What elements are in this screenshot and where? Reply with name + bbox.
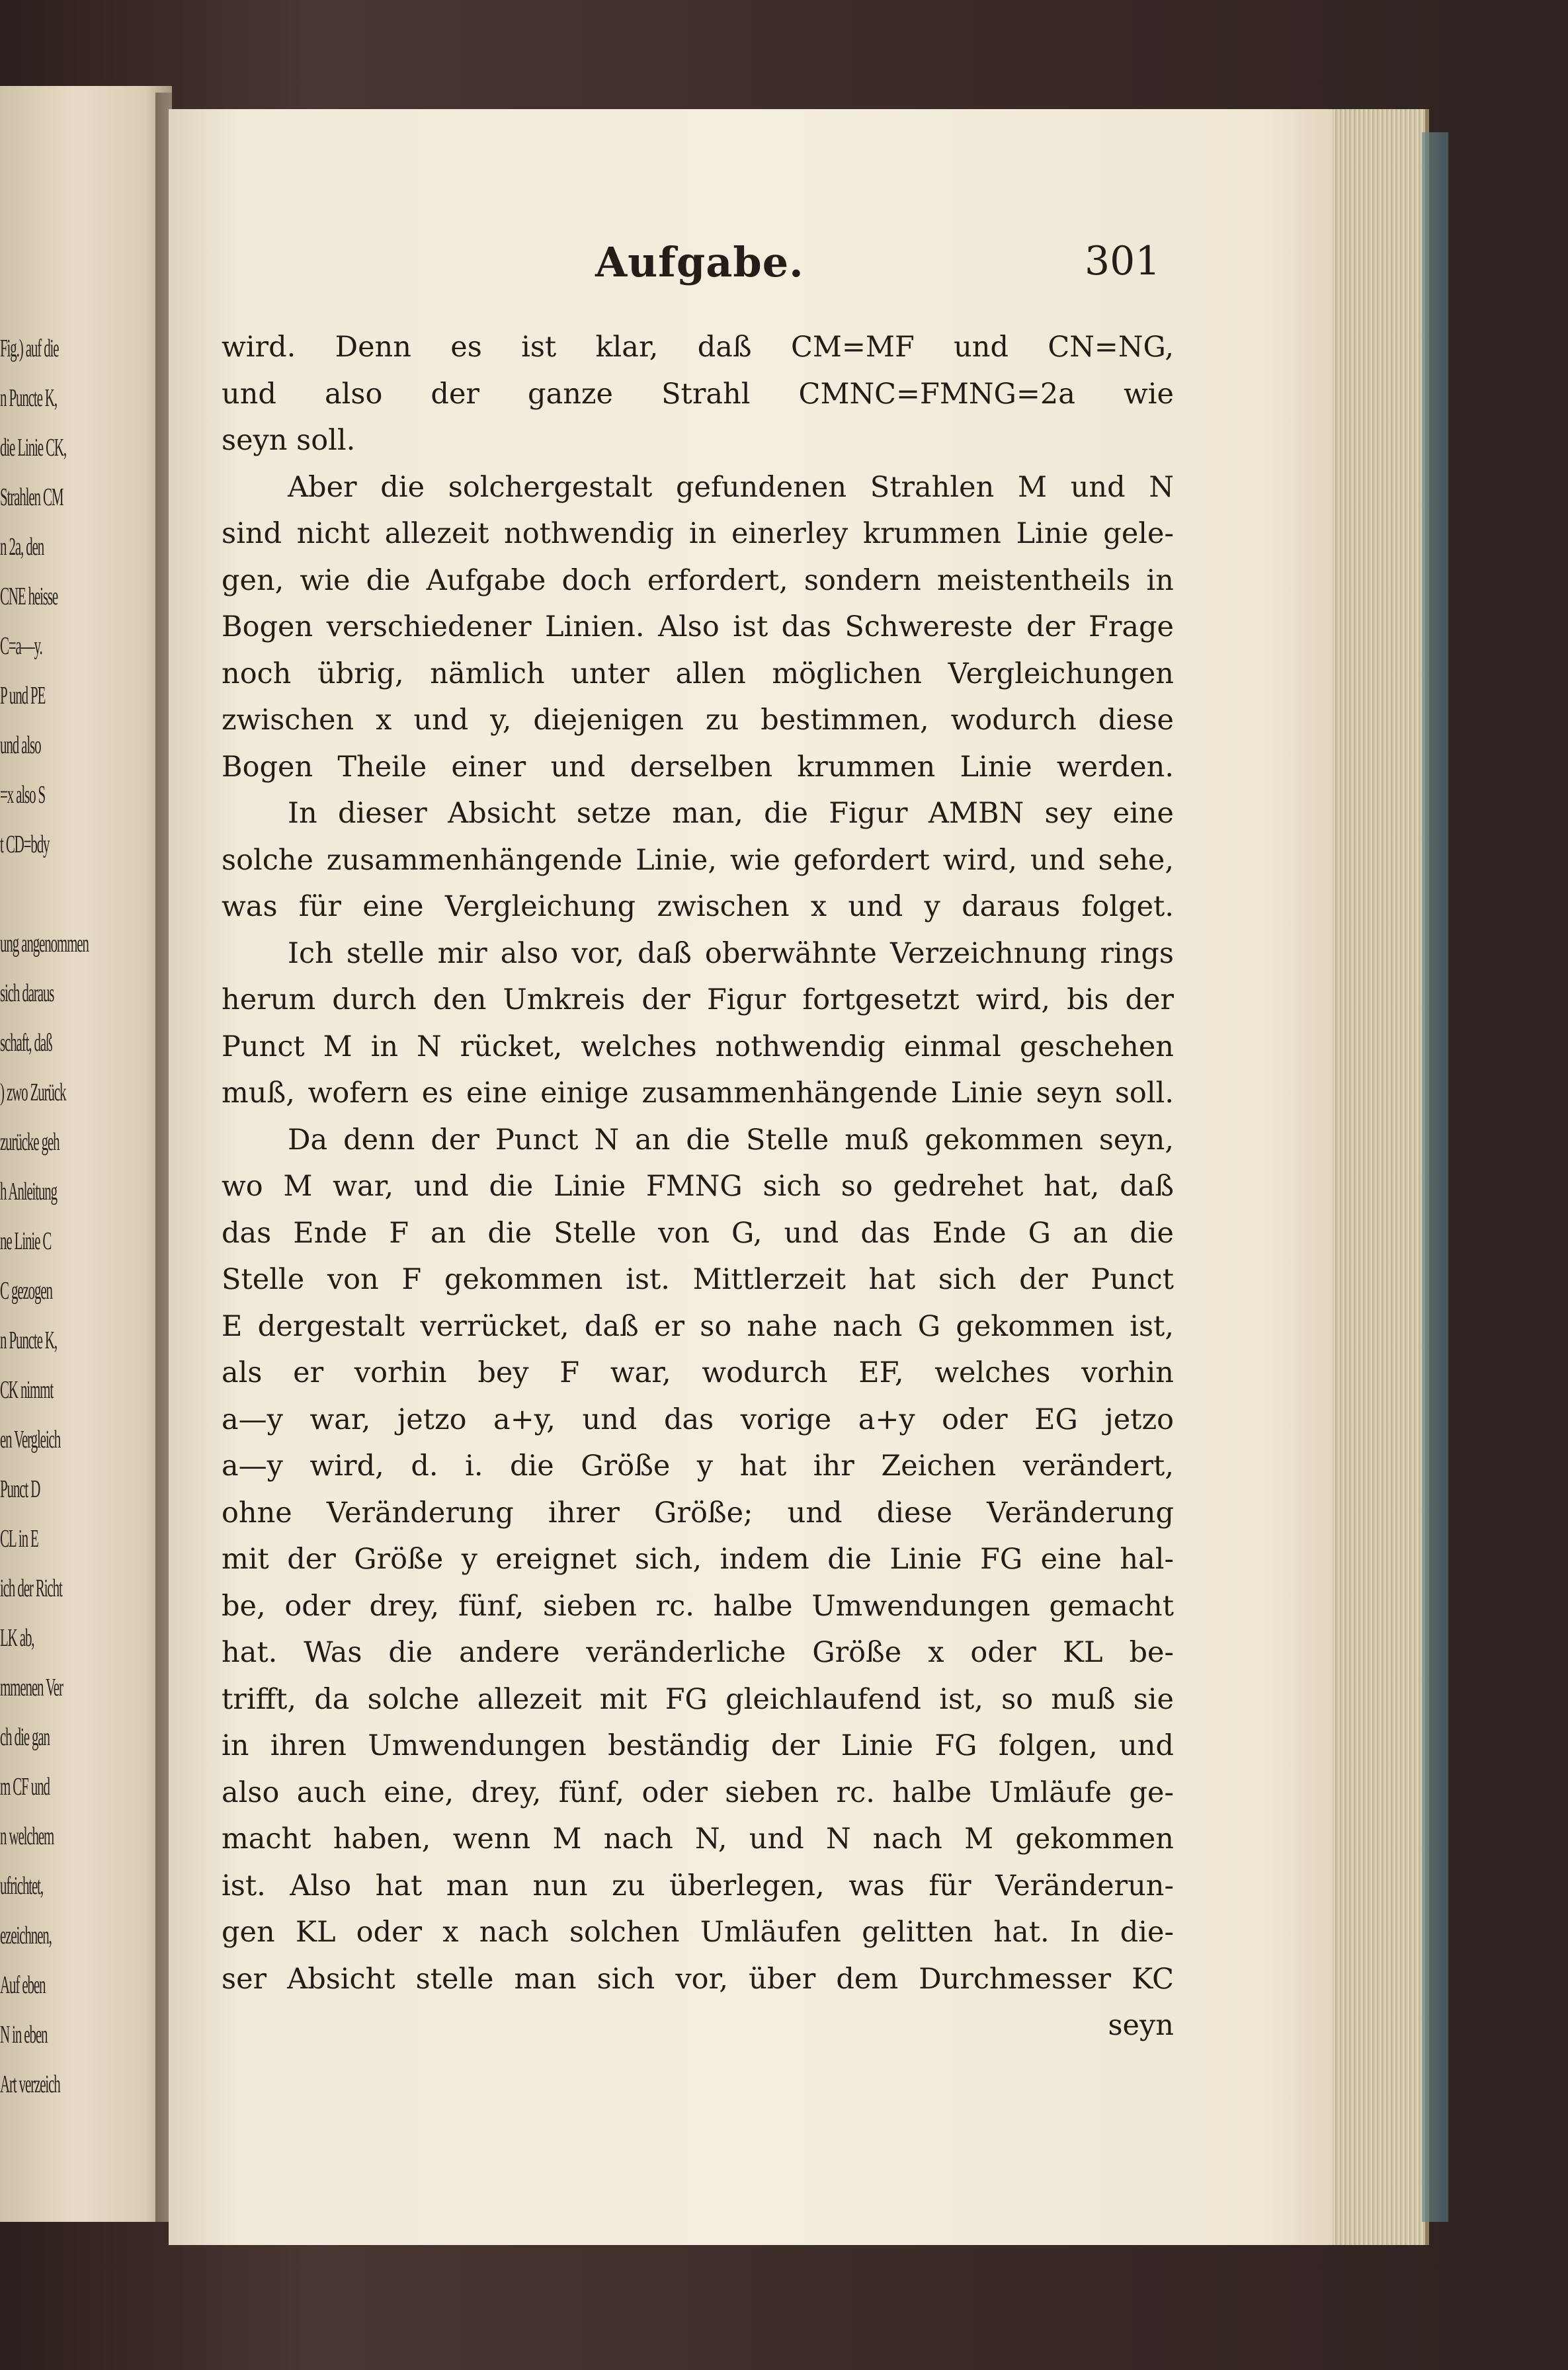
- text-line: also auch eine, drey, fünf, oder sieben rc. halbe Umläufe ge-: [222, 1776, 1174, 1809]
- text-line: noch übrig, nämlich unter allen möglichen Vergleichungen: [222, 657, 1174, 690]
- left-page-line: und also: [0, 731, 41, 759]
- left-page-line: ich der Richt: [0, 1574, 62, 1602]
- text-line: trifft, da solche allezeit mit FG gleichlaufend ist, so muß sie: [222, 1682, 1174, 1716]
- left-page-line: ezeichnen,: [0, 1922, 52, 1949]
- text-line: muß, wofern es eine einige zusammenhängende Linie seyn soll.: [222, 1077, 1174, 1110]
- left-page-line: LK ab,: [0, 1624, 34, 1652]
- left-page-line: Art verzeich: [0, 2070, 60, 2098]
- left-page-line: CL in E: [0, 1525, 38, 1553]
- left-page-line: zurücke geh: [0, 1128, 60, 1156]
- left-page-line: ung angenommen: [0, 930, 89, 958]
- page-edges: [1333, 109, 1429, 2245]
- text-line: Punct M in N rücket, welches nothwendig einmal geschehen: [222, 1030, 1174, 1063]
- text-line: in ihren Umwendungen beständig der Linie FG folgen, und: [222, 1729, 1174, 1762]
- text-line: als er vorhin bey F war, wodurch EF, welches vorhin: [222, 1356, 1174, 1389]
- left-page-line: schaft, daß: [0, 1029, 52, 1057]
- text-line: Bogen Theile einer und derselben krummen Linie werden.: [222, 750, 1174, 784]
- left-page-line: ) zwo Zurück: [0, 1079, 66, 1106]
- text-line: gen KL oder x nach solchen Umläufen gelitten hat. In die-: [222, 1916, 1174, 1949]
- left-page-line: n welchem: [0, 1822, 54, 1850]
- left-page-line: CNE heisse: [0, 583, 58, 610]
- left-facing-page: [0, 86, 172, 2222]
- text-line: gen, wie die Aufgabe doch erfordert, sondern meistentheils in: [222, 563, 1174, 597]
- left-page-text: [0, 324, 172, 2109]
- left-page-line: m CF und: [0, 1773, 50, 1801]
- left-page-line: n Puncte K,: [0, 384, 58, 412]
- left-page-line: mmenen Ver: [0, 1674, 63, 1701]
- text-line: Ich stelle mir also vor, daß oberwähnte Verzeichnung rings: [288, 936, 1174, 970]
- page-number: 301: [1085, 238, 1161, 284]
- text-line: solche zusammenhängende Linie, wie gefordert wird, und sehe,: [222, 843, 1174, 877]
- text-line: Aber die solchergestalt gefundenen Strahlen M und N: [288, 470, 1174, 504]
- left-page-line: C gezogen: [0, 1277, 52, 1305]
- left-page-line: C=a—y.: [0, 632, 42, 660]
- text-line: Stelle von F gekommen ist. Mittlerzeit hat sich der Punct: [222, 1263, 1174, 1296]
- left-page-line: n Puncte K,: [0, 1327, 58, 1354]
- running-title: Aufgabe.: [595, 238, 804, 286]
- text-line: wird. Denn es ist klar, daß CM=MF und CN=NG,: [222, 331, 1174, 364]
- catchword: seyn: [1108, 2009, 1174, 2042]
- text-line: wo M war, und die Linie FMNG sich so gedrehet hat, daß: [222, 1170, 1174, 1203]
- text-line: ist. Also hat man nun zu überlegen, was für Veränderun-: [222, 1869, 1174, 1902]
- left-page-line: N in eben: [0, 2021, 48, 2049]
- left-page-line: ne Linie C: [0, 1227, 52, 1255]
- left-page-line: P und PE: [0, 682, 46, 710]
- page-edge-tint: [1422, 132, 1448, 2222]
- text-line: was für eine Vergleichung zwischen x und y daraus folget.: [222, 890, 1174, 923]
- left-page-line: die Linie CK,: [0, 434, 67, 462]
- left-page-line: CK nimmt: [0, 1376, 54, 1404]
- text-line: In dieser Absicht setze man, die Figur AMBN sey eine: [288, 797, 1174, 830]
- text-line: das Ende F an die Stelle von G, und das Ende G an die: [222, 1216, 1174, 1250]
- left-page-line: t CD=bdy: [0, 831, 50, 858]
- text-line: mit der Größe y ereignet sich, indem die Linie FG eine hal-: [222, 1543, 1174, 1576]
- text-line: a—y wird, d. i. die Größe y hat ihr Zeichen verändert,: [222, 1450, 1174, 1483]
- left-page-line: [0, 870, 172, 919]
- left-page-line: h Anleitung: [0, 1178, 58, 1205]
- left-page-line: sich daraus: [0, 979, 54, 1007]
- left-page-line: n 2a, den: [0, 533, 44, 561]
- text-line: ohne Veränderung ihrer Größe; und diese Veränderung: [222, 1496, 1174, 1530]
- left-page-line: =x also S: [0, 781, 46, 809]
- text-line: seyn soll.: [222, 424, 356, 457]
- text-line: Da denn der Punct N an die Stelle muß gekommen seyn,: [288, 1123, 1174, 1157]
- text-line: macht haben, wenn M nach N, und N nach M gekommen: [222, 1822, 1174, 1856]
- left-page-line: en Vergleich: [0, 1426, 61, 1453]
- left-page-line: ufrichtet,: [0, 1872, 44, 1900]
- left-page-line: ch die gan: [0, 1723, 50, 1751]
- body-text: [222, 324, 1174, 2049]
- text-line: sind nicht allezeit nothwendig in einerley krummen Linie gele-: [222, 517, 1174, 550]
- left-page-line: Auf eben: [0, 1971, 46, 1999]
- text-line: zwischen x und y, diejenigen zu bestimmen, wodurch diese: [222, 704, 1174, 737]
- text-line: herum durch den Umkreis der Figur fortgesetzt wird, bis der: [222, 983, 1174, 1016]
- text-line: hat. Was die andere veränderliche Größe x oder KL be-: [222, 1636, 1174, 1669]
- text-line: be, oder drey, fünf, sieben rc. halbe Umwendungen gemacht: [222, 1589, 1174, 1623]
- left-page-line: Fig.) auf die: [0, 335, 59, 362]
- text-line: Bogen verschiedener Linien. Also ist das Schwereste der Frage: [222, 610, 1174, 643]
- text-line: E dergestalt verrücket, daß er so nahe nach G gekommen ist,: [222, 1309, 1174, 1343]
- left-page-line: Punct D: [0, 1475, 40, 1503]
- text-line: ser Absicht stelle man sich vor, über dem Durchmesser KC: [222, 1962, 1174, 1996]
- text-line: a—y war, jetzo a+y, und das vorige a+y oder EG jetzo: [222, 1403, 1174, 1436]
- text-line: und also der ganze Strahl CMNC=FMNG=2a wie: [222, 377, 1174, 411]
- page-header: [0, 238, 1568, 304]
- left-page-line: Strahlen CM: [0, 483, 63, 511]
